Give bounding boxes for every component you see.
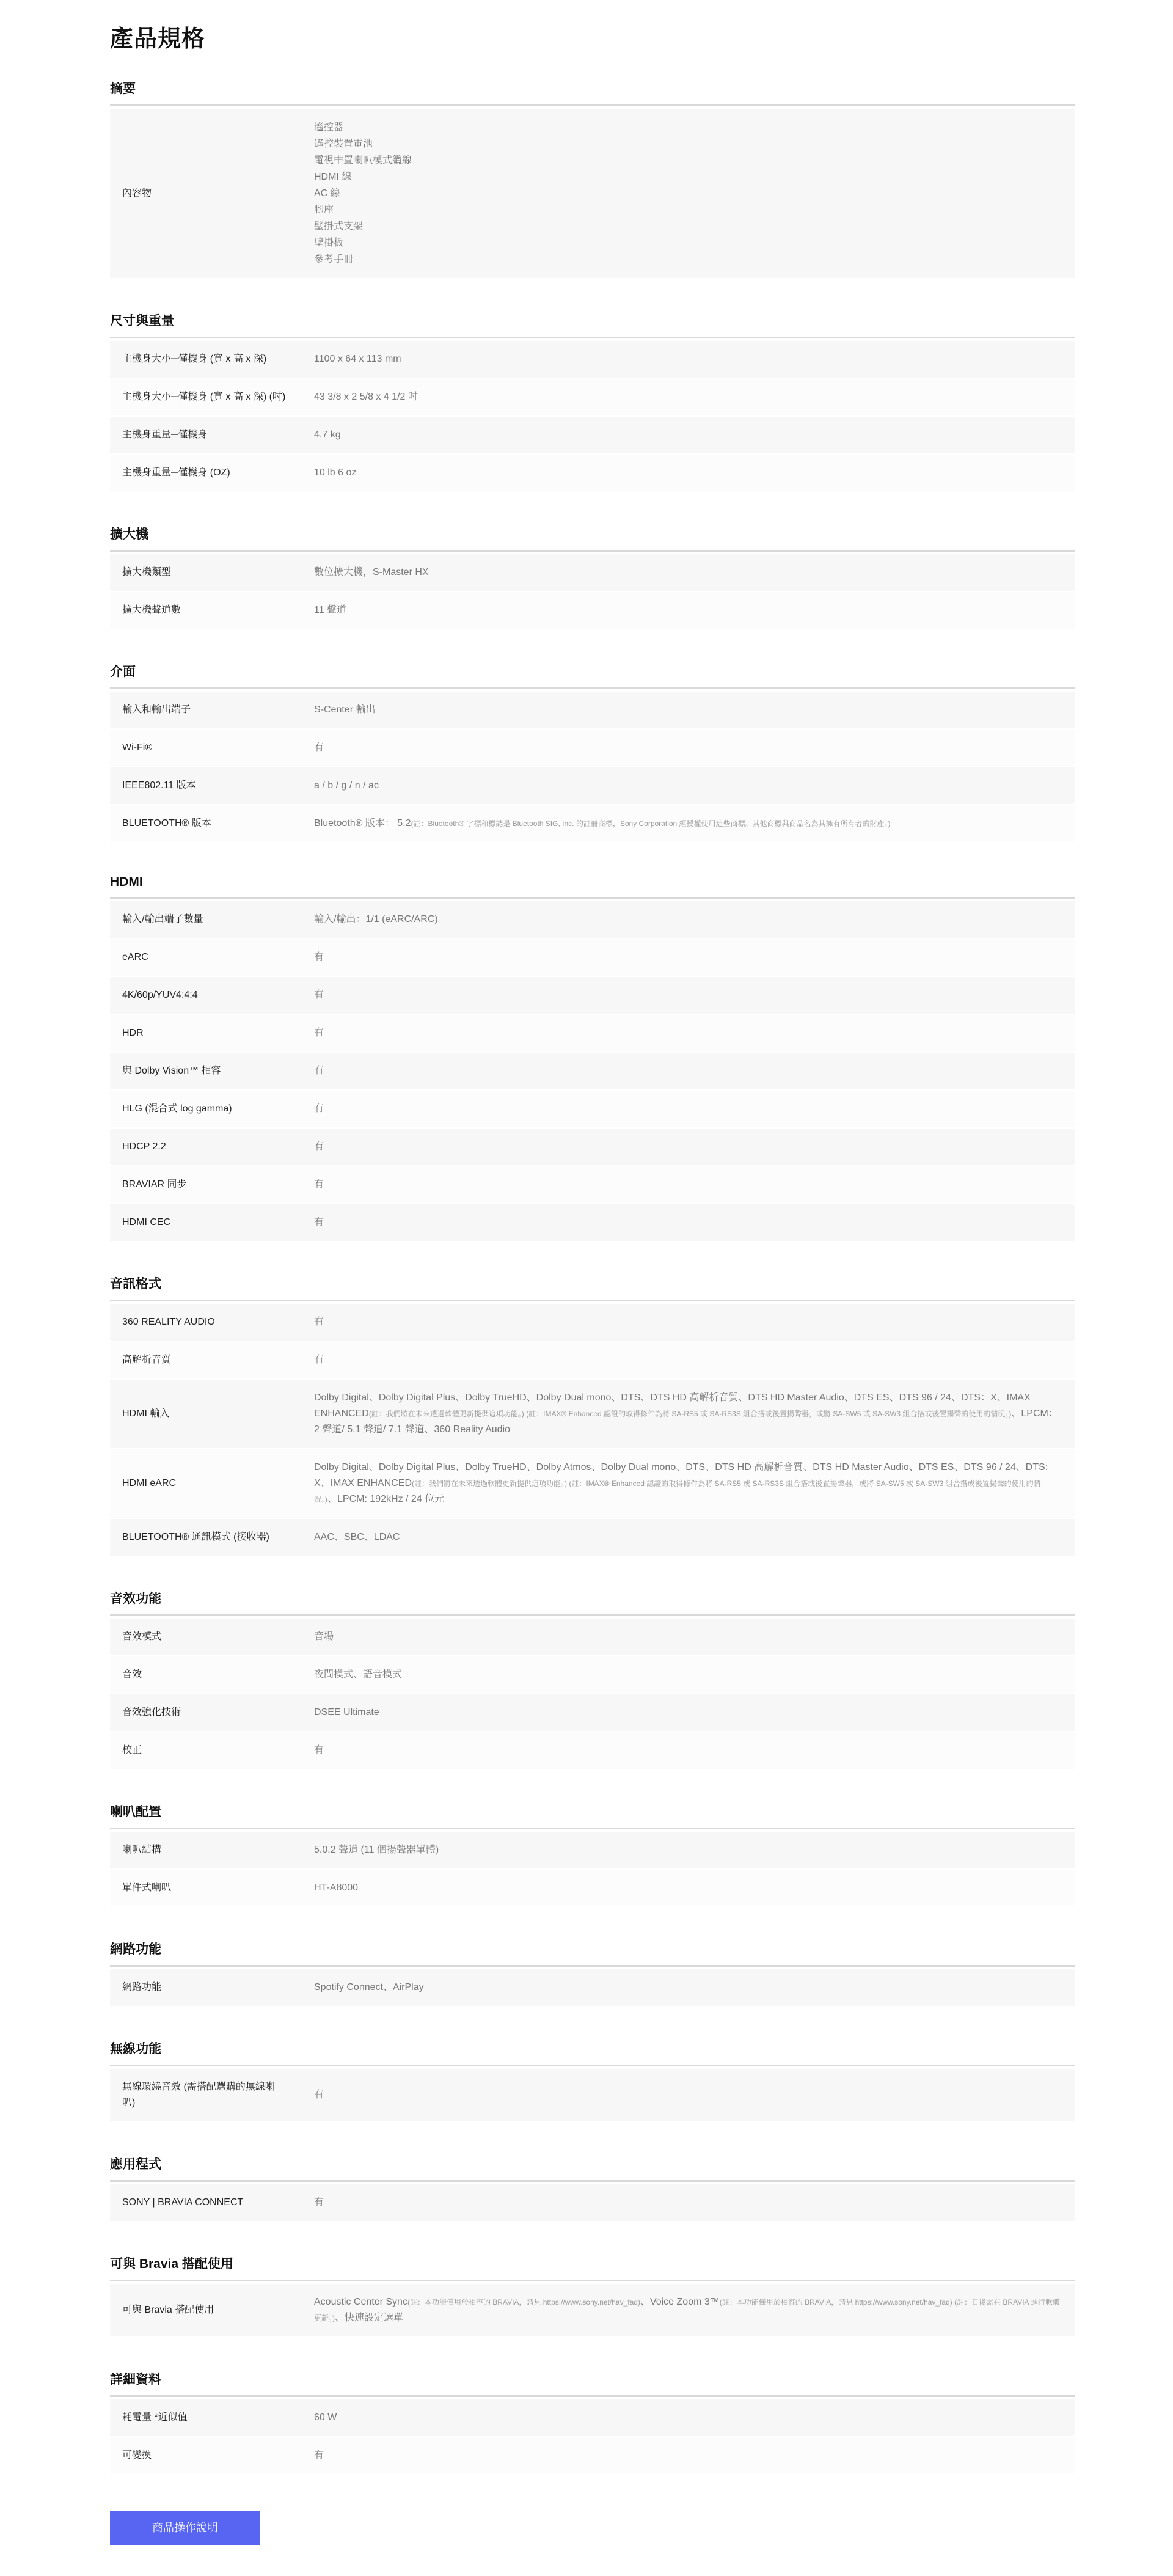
spec-row bbox=[110, 2184, 1075, 2222]
spec-note: (註：我們將在未來透過軟體更新提供這項功能。) (註：IMAX® Enhanced 認證的取得條件為將 SA-RS5 或 SA-RS3S 組合搭或後置揚聲器，或將 SA-SW5 或 SA-SW3 組合搭或後置揚聲的使用的情況。) bbox=[368, 1410, 1012, 1418]
spec-label: 4K/60p/YUV4:4:4 bbox=[110, 977, 299, 1015]
spec-note: (註：本功能僅用於相容的 BRAVIA，請見 https://www.sony.net/hav_faq) bbox=[407, 2298, 640, 2307]
spec-section-speaker bbox=[110, 1802, 1075, 1908]
spec-section-hdmi bbox=[110, 875, 1075, 1242]
spec-value bbox=[299, 1969, 1075, 2007]
section-title: 可與 Bravia 搭配使用 bbox=[110, 2254, 1075, 2281]
section-title: 應用程式 bbox=[110, 2154, 1075, 2182]
spec-value-text: 有 bbox=[314, 1028, 324, 1038]
spec-label: 音效模式 bbox=[110, 1619, 299, 1656]
spec-value-tail: 、Voice Zoom 3™ bbox=[640, 2297, 720, 2307]
spec-section-sound bbox=[110, 1589, 1075, 1770]
spec-row bbox=[110, 1091, 1075, 1129]
spec-value-text: 有 bbox=[314, 1745, 324, 1755]
spec-label: 音效 bbox=[110, 1656, 299, 1694]
spec-value bbox=[299, 1380, 1075, 1449]
spec-row bbox=[110, 1380, 1075, 1449]
spec-value-text: 有 bbox=[314, 1066, 324, 1076]
spec-label: 360 REALITY AUDIO bbox=[110, 1304, 299, 1342]
spec-table bbox=[110, 341, 1075, 492]
spec-table bbox=[110, 1304, 1075, 1557]
spec-value bbox=[299, 1053, 1075, 1091]
spec-value-text: 有 bbox=[314, 1179, 324, 1190]
spec-row bbox=[110, 1015, 1075, 1053]
spec-value-text: Dolby Digital、Dolby Digital Plus、Dolby TrueHD、Dolby Atmos、Dolby Dual mono、DTS、DTS HD 高解析音質、DTS HD Master Audio、DTS ES、DTS 96 / 24、DTS: X、IMAX ENHANCED bbox=[314, 1462, 1048, 1488]
spec-table bbox=[110, 2184, 1075, 2222]
spec-label: HDMI 輸入 bbox=[110, 1380, 299, 1449]
spec-note: (註：本功能僅用於相容的 BRAVIA，請見 https://www.sony.net/hav_faq) (註：日後需在 BRAVIA 進行軟體更新。) bbox=[314, 2298, 1061, 2322]
spec-row bbox=[110, 1166, 1075, 1204]
spec-row bbox=[110, 1619, 1075, 1656]
spec-label: 單件式喇叭 bbox=[110, 1870, 299, 1908]
spec-note: (註：Bluetooth® 字標和標誌是 Bluetooth SIG, Inc. 的註冊商標，Sony Corporation 經授權使用這些商標。其他商標與商品名為其擁有所有者的財產。) bbox=[411, 819, 891, 828]
spec-value bbox=[299, 1870, 1075, 1908]
spec-label: 可變換 bbox=[110, 2437, 299, 2475]
spec-section-amp bbox=[110, 524, 1075, 630]
spec-label: 內容物 bbox=[110, 109, 299, 279]
spec-row bbox=[110, 939, 1075, 977]
spec-label: 輸入/輸出端子數量 bbox=[110, 901, 299, 939]
spec-label: 與 Dolby Vision™ 相容 bbox=[110, 1053, 299, 1091]
spec-value-text: a / b / g / n / ac bbox=[314, 780, 379, 791]
spec-value-line: AC 線 bbox=[314, 188, 340, 199]
spec-value-text: 1100 x 64 x 113 mm bbox=[314, 354, 401, 364]
spec-label: 主機身重量─僅機身 (OZ) bbox=[110, 455, 299, 492]
spec-label: BRAVIAR 同步 bbox=[110, 1166, 299, 1204]
spec-row bbox=[110, 692, 1075, 730]
spec-label: 主機身重量─僅機身 bbox=[110, 417, 299, 455]
spec-value-text: 有 bbox=[314, 990, 324, 1000]
spec-value bbox=[299, 977, 1075, 1015]
spec-value bbox=[299, 1732, 1075, 1770]
spec-value-text: DSEE Ultimate bbox=[314, 1707, 379, 1718]
section-title: 音效功能 bbox=[110, 1589, 1075, 1616]
spec-row bbox=[110, 1449, 1075, 1519]
spec-row bbox=[110, 805, 1075, 843]
spec-value bbox=[299, 554, 1075, 592]
spec-value bbox=[299, 2069, 1075, 2123]
spec-label: Wi-Fi® bbox=[110, 730, 299, 767]
section-title: 網路功能 bbox=[110, 1939, 1075, 1967]
spec-value-line: 壁掛板 bbox=[314, 238, 344, 248]
spec-table bbox=[110, 1619, 1075, 1770]
spec-row bbox=[110, 1304, 1075, 1342]
spec-section-details bbox=[110, 2369, 1075, 2475]
spec-row bbox=[110, 455, 1075, 492]
spec-value bbox=[299, 109, 1075, 279]
spec-value bbox=[299, 1015, 1075, 1053]
spec-value-text: 11 聲道 bbox=[314, 605, 347, 615]
spec-value-text: Acoustic Center Sync bbox=[314, 2297, 407, 2307]
spec-value-line: 遙控裝置電池 bbox=[314, 139, 373, 149]
section-title: 擴大機 bbox=[110, 524, 1075, 552]
spec-row bbox=[110, 592, 1075, 630]
spec-label: HDR bbox=[110, 1015, 299, 1053]
spec-value bbox=[299, 730, 1075, 767]
spec-value-line: 壁掛式支架 bbox=[314, 221, 364, 232]
spec-value bbox=[299, 2399, 1075, 2437]
spec-row bbox=[110, 1694, 1075, 1732]
spec-value-text: AAC、SBC、LDAC bbox=[314, 1532, 400, 1542]
spec-section-bravia bbox=[110, 2254, 1075, 2338]
spec-value-text: 有 bbox=[314, 1217, 324, 1228]
spec-value bbox=[299, 2284, 1075, 2338]
spec-value-text: 有 bbox=[314, 2197, 324, 2208]
spec-value bbox=[299, 592, 1075, 630]
spec-section-wireless bbox=[110, 2039, 1075, 2123]
spec-row bbox=[110, 379, 1075, 417]
spec-table bbox=[110, 109, 1075, 279]
spec-label: 高解析音質 bbox=[110, 1342, 299, 1380]
spec-table bbox=[110, 554, 1075, 630]
spec-row bbox=[110, 1342, 1075, 1380]
section-title: 無線功能 bbox=[110, 2039, 1075, 2066]
spec-value-text: 有 bbox=[314, 1317, 324, 1327]
spec-label: 主機身大小─僅機身 (寬 x 高 x 深) (吋) bbox=[110, 379, 299, 417]
spec-value-tail: 、快速設定選單 bbox=[335, 2313, 404, 2323]
spec-row bbox=[110, 2399, 1075, 2437]
spec-value bbox=[299, 767, 1075, 805]
spec-value bbox=[299, 1342, 1075, 1380]
spec-value bbox=[299, 1166, 1075, 1204]
spec-value bbox=[299, 455, 1075, 492]
spec-value-text: 數位擴大機，S-Master HX bbox=[314, 567, 429, 577]
spec-value bbox=[299, 1449, 1075, 1519]
spec-row bbox=[110, 1204, 1075, 1242]
spec-sections bbox=[110, 79, 1075, 2475]
spec-value-text: 有 bbox=[314, 742, 324, 753]
spec-row bbox=[110, 1519, 1075, 1557]
spec-value-line: 腳座 bbox=[314, 205, 334, 215]
spec-value-text: 有 bbox=[314, 952, 324, 962]
spec-value-text: Spotify Connect、AirPlay bbox=[314, 1982, 424, 1992]
spec-row bbox=[110, 730, 1075, 767]
spec-table bbox=[110, 2284, 1075, 2338]
spec-label: 擴大機聲道數 bbox=[110, 592, 299, 630]
spec-row bbox=[110, 109, 1075, 279]
spec-value-text: 4.7 kg bbox=[314, 430, 341, 440]
spec-value bbox=[299, 692, 1075, 730]
spec-page bbox=[110, 0, 1075, 2569]
spec-row bbox=[110, 1053, 1075, 1091]
spec-row bbox=[110, 1656, 1075, 1694]
spec-value-text: 60 W bbox=[314, 2412, 337, 2423]
spec-value-text: Dolby Digital、Dolby Digital Plus、Dolby TrueHD、Dolby Dual mono、DTS、DTS HD 高解析音質、DTS HD Master Audio、DTS ES、DTS 96 / 24、DTS：X、IMAX ENHANCED bbox=[314, 1392, 1031, 1419]
spec-value bbox=[299, 1619, 1075, 1656]
spec-section-audio_format bbox=[110, 1274, 1075, 1557]
spec-value-line: 參考手冊 bbox=[314, 254, 354, 265]
spec-label: HLG (混合式 log gamma) bbox=[110, 1091, 299, 1129]
spec-value-text: 音場 bbox=[314, 1631, 334, 1642]
spec-value-text: 10 lb 6 oz bbox=[314, 467, 357, 478]
spec-section-summary bbox=[110, 79, 1075, 279]
spec-label: 校正 bbox=[110, 1732, 299, 1770]
spec-row bbox=[110, 554, 1075, 592]
spec-value bbox=[299, 341, 1075, 379]
manual-button[interactable]: 商品操作說明 bbox=[110, 2511, 260, 2545]
spec-value bbox=[299, 417, 1075, 455]
section-title: 喇叭配置 bbox=[110, 1802, 1075, 1829]
section-title: 摘要 bbox=[110, 79, 1075, 106]
spec-value-text: Bluetooth® 版本： 5.2 bbox=[314, 818, 411, 829]
spec-table bbox=[110, 901, 1075, 1242]
spec-value bbox=[299, 1129, 1075, 1166]
spec-value-line: 電視中置喇叭模式纜線 bbox=[314, 155, 412, 166]
spec-row bbox=[110, 341, 1075, 379]
spec-label: 主機身大小─僅機身 (寬 x 高 x 深) bbox=[110, 341, 299, 379]
spec-label: HDMI CEC bbox=[110, 1204, 299, 1242]
spec-table bbox=[110, 1832, 1075, 1908]
spec-label: HDMI eARC bbox=[110, 1449, 299, 1519]
spec-value bbox=[299, 805, 1075, 843]
spec-value-text: 有 bbox=[314, 2450, 324, 2461]
spec-row bbox=[110, 1732, 1075, 1770]
spec-label: 無線環繞音效 (需搭配選購的無線喇叭) bbox=[110, 2069, 299, 2123]
spec-label: eARC bbox=[110, 939, 299, 977]
section-title: 音訊格式 bbox=[110, 1274, 1075, 1301]
spec-note: (註：我們將在未來透過軟體更新提供這項功能。) (註：IMAX® Enhanced 認證的取得條件為將 SA-RS5 或 SA-RS3S 組合搭或後置揚聲器，或將 SA-SW5 或 SA-SW3 組合搭或後置揚聲的使用的情況。) bbox=[314, 1479, 1041, 1504]
spec-label: 擴大機類型 bbox=[110, 554, 299, 592]
spec-section-app bbox=[110, 2154, 1075, 2222]
spec-label: SONY | BRAVIA CONNECT bbox=[110, 2184, 299, 2222]
spec-value bbox=[299, 1656, 1075, 1694]
spec-value bbox=[299, 1519, 1075, 1557]
spec-row bbox=[110, 2069, 1075, 2123]
spec-row bbox=[110, 1129, 1075, 1166]
spec-label: BLUETOOTH® 版本 bbox=[110, 805, 299, 843]
spec-value-text: 43 3/8 x 2 5/8 x 4 1/2 吋 bbox=[314, 392, 418, 402]
spec-value-text: 有 bbox=[314, 2090, 324, 2100]
spec-label: IEEE802.11 版本 bbox=[110, 767, 299, 805]
spec-value-text: 有 bbox=[314, 1103, 324, 1114]
spec-row bbox=[110, 767, 1075, 805]
spec-value-text: 5.0.2 聲道 (11 個揚聲器單體) bbox=[314, 1845, 439, 1855]
spec-label: 喇叭結構 bbox=[110, 1832, 299, 1870]
spec-table bbox=[110, 692, 1075, 843]
spec-value-text: 夜間模式、語音模式 bbox=[314, 1669, 403, 1680]
spec-table bbox=[110, 2069, 1075, 2123]
spec-label: 輸入和輸出端子 bbox=[110, 692, 299, 730]
spec-value-text: 有 bbox=[314, 1141, 324, 1152]
section-title: 尺寸與重量 bbox=[110, 311, 1075, 338]
spec-value-text: 有 bbox=[314, 1355, 324, 1365]
spec-label: 網路功能 bbox=[110, 1969, 299, 2007]
spec-section-interface bbox=[110, 662, 1075, 843]
spec-row bbox=[110, 2437, 1075, 2475]
spec-row bbox=[110, 2284, 1075, 2338]
spec-value-text: S-Center 輸出 bbox=[314, 704, 376, 715]
page-title: 產品規格 bbox=[110, 26, 206, 52]
spec-row bbox=[110, 977, 1075, 1015]
spec-value-text: HT-A8000 bbox=[314, 1883, 359, 1893]
section-title: HDMI bbox=[110, 875, 1075, 899]
spec-row bbox=[110, 901, 1075, 939]
spec-row bbox=[110, 1870, 1075, 1908]
spec-label: 耗電量 *近似值 bbox=[110, 2399, 299, 2437]
spec-value bbox=[299, 2184, 1075, 2222]
spec-value-tail: 、LPCM：2 聲道/ 5.1 聲道/ 7.1 聲道、360 Reality Audio bbox=[314, 1408, 1058, 1435]
spec-value bbox=[299, 1304, 1075, 1342]
spec-section-size bbox=[110, 311, 1075, 492]
spec-table bbox=[110, 2399, 1075, 2475]
section-title: 詳細資料 bbox=[110, 2369, 1075, 2397]
spec-row bbox=[110, 1969, 1075, 2007]
spec-value bbox=[299, 1832, 1075, 1870]
spec-value-tail: 、LPCM: 192kHz / 24 位元 bbox=[327, 1494, 445, 1504]
spec-value-line: 遙控器 bbox=[314, 122, 344, 133]
spec-label: BLUETOOTH® 通訊模式 (接收器) bbox=[110, 1519, 299, 1557]
spec-row bbox=[110, 1832, 1075, 1870]
spec-label: 音效強化技術 bbox=[110, 1694, 299, 1732]
spec-value bbox=[299, 939, 1075, 977]
spec-value bbox=[299, 379, 1075, 417]
spec-label: 可與 Bravia 搭配使用 bbox=[110, 2284, 299, 2338]
spec-value bbox=[299, 1204, 1075, 1242]
section-title: 介面 bbox=[110, 662, 1075, 689]
spec-label: HDCP 2.2 bbox=[110, 1129, 299, 1166]
spec-table bbox=[110, 1969, 1075, 2007]
spec-section-network bbox=[110, 1939, 1075, 2007]
spec-value-line: HDMI 線 bbox=[314, 172, 352, 182]
spec-value bbox=[299, 1694, 1075, 1732]
spec-row bbox=[110, 417, 1075, 455]
spec-value bbox=[299, 1091, 1075, 1129]
spec-value-text: 輸入/輸出：1/1 (eARC/ARC) bbox=[314, 914, 438, 924]
spec-value bbox=[299, 2437, 1075, 2475]
spec-value bbox=[299, 901, 1075, 939]
